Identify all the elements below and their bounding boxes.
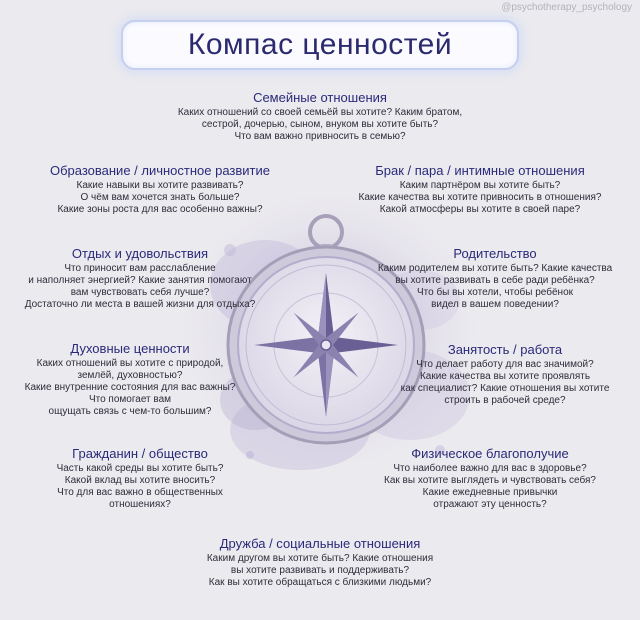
- section-heading: Дружба / социальные отношения: [219, 536, 421, 551]
- section-text: Что приносит вам расслабление и наполняет энергией? Какие занятия помогают вам чувствовать себя лучше? Достаточно ли места в вашей жизни для отдыха?: [24, 263, 256, 310]
- section-heading: Отдых и удовольствия: [71, 246, 209, 261]
- section-text: Какие навыки вы хотите развивать? О чём вам хочется знать больше? Какие зоны роста для вас особенно важны?: [57, 180, 263, 215]
- section-health: [360, 446, 620, 511]
- section-marriage: [335, 163, 625, 216]
- section-heading: Гражданин / общество: [72, 446, 208, 461]
- watermark: @psychotherapy_psychology: [501, 2, 632, 13]
- section-text: Каких отношений вы хотите с природой, землёй, духовностью? Какие внутренние состояния для вас важны? Что помогает вам ощущать связь с чем-то большим?: [24, 358, 236, 417]
- section-parenting: [355, 246, 635, 311]
- section-family: [160, 90, 480, 143]
- section-text: Что наиболее важно для вас в здоровье? Как вы хотите выглядеть и чувствовать себя? Какие ежедневные привычки отражают эту ценность?: [384, 463, 596, 510]
- section-heading: Родительство: [453, 246, 537, 261]
- section-friendship: [160, 536, 480, 589]
- section-heading: Брак / пара / интимные отношения: [375, 163, 585, 178]
- page-title: Компас ценностей: [187, 28, 453, 61]
- section-work: [380, 342, 630, 407]
- section-spiritual: [0, 341, 260, 418]
- section-heading: Занятость / работа: [447, 342, 563, 357]
- section-text: Каким родителем вы хотите быть? Какие качества вы хотите развивать в себе ради ребёнка? Что бы вы хотели, чтобы ребёнок видел в вашем поведении?: [377, 263, 613, 310]
- section-heading: Духовные ценности: [70, 341, 190, 356]
- section-heading: Образование / личностное развитие: [49, 163, 271, 178]
- section-text: Каким другом вы хотите быть? Какие отношения вы хотите развивать и поддерживать? Как вы хотите обращаться с близкими людьми?: [206, 553, 434, 588]
- section-education: [20, 163, 300, 216]
- section-text: Каких отношений со своей семьёй вы хотите? Каким братом, сестрой, дочерью, сыном, внуком вы хотите быть? Что вам важно привносить в семью?: [177, 107, 463, 142]
- section-text: Что делает работу для вас значимой? Какие качества вы хотите проявлять как специалист? Какие отношения вы хотите строить в рабочей среде?: [400, 359, 610, 406]
- section-heading: Физическое благополучие: [411, 446, 569, 461]
- section-text: Часть какой среды вы хотите быть? Какой вклад вы хотите вносить? Что для вас важно в общественных отношениях?: [56, 463, 224, 510]
- section-heading: Семейные отношения: [253, 90, 387, 105]
- section-citizen: [20, 446, 260, 511]
- title-banner: [121, 20, 519, 70]
- section-leisure: [0, 246, 280, 311]
- section-text: Каким партнёром вы хотите быть? Какие качества вы хотите привносить в отношения? Какой атмосферы вы хотите в своей паре?: [358, 180, 602, 215]
